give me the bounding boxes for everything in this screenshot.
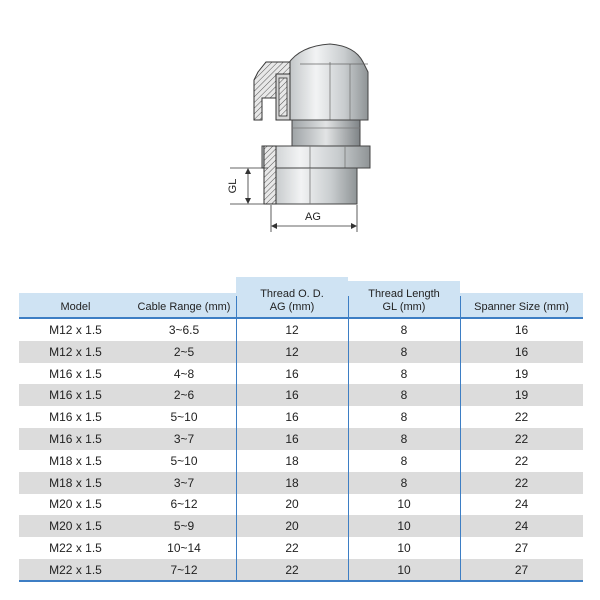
cell-thread-od: 18 — [285, 475, 299, 490]
cell-spanner-size: 16 — [514, 323, 529, 337]
header-thread-length: Thread Length GL (mm) — [348, 281, 460, 317]
cell-spanner-size: 19 — [514, 366, 529, 381]
cell-spanner-size: 24 — [514, 519, 529, 534]
cell-spanner-size: 27 — [514, 541, 529, 555]
cell-cable-range: 5~10 — [170, 453, 198, 468]
cell-thread-od: 16 — [285, 388, 299, 403]
cell-spanner-size: 22 — [514, 453, 529, 468]
cell-cable-range: 3~6.5 — [168, 323, 200, 337]
cell-model: M16 x 1.5 — [49, 366, 102, 381]
cell-spanner-size: 16 — [514, 344, 529, 359]
table-row — [19, 493, 583, 515]
table-row — [19, 319, 583, 341]
header-model: Model — [19, 293, 132, 317]
cell-thread-length: 8 — [400, 323, 408, 337]
cell-thread-length: 8 — [400, 388, 408, 403]
cell-thread-length: 8 — [400, 475, 408, 490]
cell-cable-range: 10~14 — [167, 541, 201, 555]
cell-thread-length: 10 — [397, 497, 411, 512]
cell-thread-od: 20 — [285, 497, 299, 512]
cell-model: M22 x 1.5 — [49, 541, 102, 555]
cell-thread-od: 12 — [285, 323, 299, 337]
cell-thread-od: 20 — [285, 519, 299, 534]
cell-cable-range: 5~10 — [170, 410, 198, 425]
cell-model: M20 x 1.5 — [49, 519, 102, 534]
header-thread-od: Thread O. D. AG (mm) — [236, 277, 348, 317]
table-row — [19, 559, 583, 581]
cell-thread-length: 10 — [397, 562, 411, 577]
cell-thread-length: 8 — [400, 344, 408, 359]
table-row — [19, 341, 583, 363]
cell-model: M12 x 1.5 — [49, 323, 102, 337]
cell-spanner-size: 22 — [514, 410, 529, 425]
header-cable-range: Cable Range (mm) — [132, 293, 236, 317]
cell-spanner-size: 19 — [514, 388, 529, 403]
cell-model: M16 x 1.5 — [49, 432, 102, 446]
cell-thread-od: 22 — [285, 562, 299, 577]
column-divider — [236, 296, 237, 582]
table-row — [19, 450, 583, 472]
cell-model: M20 x 1.5 — [49, 497, 102, 512]
spec-table — [19, 0, 583, 600]
cell-thread-od: 12 — [285, 344, 299, 359]
ag-label: AG — [305, 211, 321, 223]
cell-cable-range: 3~7 — [173, 475, 195, 490]
table-row — [19, 537, 583, 559]
cell-cable-range: 2~5 — [173, 344, 195, 359]
cell-cable-range: 7~12 — [170, 562, 198, 577]
column-divider — [460, 296, 461, 582]
cell-thread-od: 16 — [285, 432, 299, 446]
cell-model: M16 x 1.5 — [49, 410, 102, 425]
column-divider — [348, 296, 349, 582]
table-row — [19, 384, 583, 406]
cell-spanner-size: 22 — [514, 432, 529, 446]
cell-model: M16 x 1.5 — [49, 388, 102, 403]
cell-cable-range: 6~12 — [170, 497, 198, 512]
cell-thread-length: 8 — [400, 366, 408, 381]
cell-thread-od: 22 — [285, 541, 299, 555]
table-row — [19, 363, 583, 385]
cell-thread-od: 18 — [285, 453, 299, 468]
gl-label: GL — [227, 178, 239, 194]
cell-thread-length: 8 — [400, 410, 408, 425]
table-row — [19, 515, 583, 537]
header-spanner-size: Spanner Size (mm) — [460, 293, 583, 317]
cell-thread-od: 16 — [285, 410, 299, 425]
cell-cable-range: 2~6 — [173, 388, 195, 403]
cell-model: M18 x 1.5 — [49, 453, 102, 468]
cell-spanner-size: 24 — [514, 497, 529, 512]
table-row — [19, 428, 583, 450]
cell-thread-length: 10 — [397, 541, 411, 555]
cell-cable-range: 3~7 — [173, 432, 195, 446]
cell-spanner-size: 27 — [514, 562, 529, 577]
table-row — [19, 472, 583, 494]
cell-thread-od: 16 — [285, 366, 299, 381]
cell-thread-length: 8 — [400, 432, 408, 446]
cell-cable-range: 5~9 — [173, 519, 195, 534]
cell-thread-length: 8 — [400, 453, 408, 468]
cell-thread-length: 10 — [397, 519, 411, 534]
cell-model: M12 x 1.5 — [49, 344, 102, 359]
cell-cable-range: 4~8 — [173, 366, 195, 381]
cell-spanner-size: 22 — [514, 475, 529, 490]
table-row — [19, 406, 583, 428]
table-bottom-border — [19, 580, 583, 582]
cell-model: M22 x 1.5 — [49, 562, 102, 577]
cell-model: M18 x 1.5 — [49, 475, 102, 490]
